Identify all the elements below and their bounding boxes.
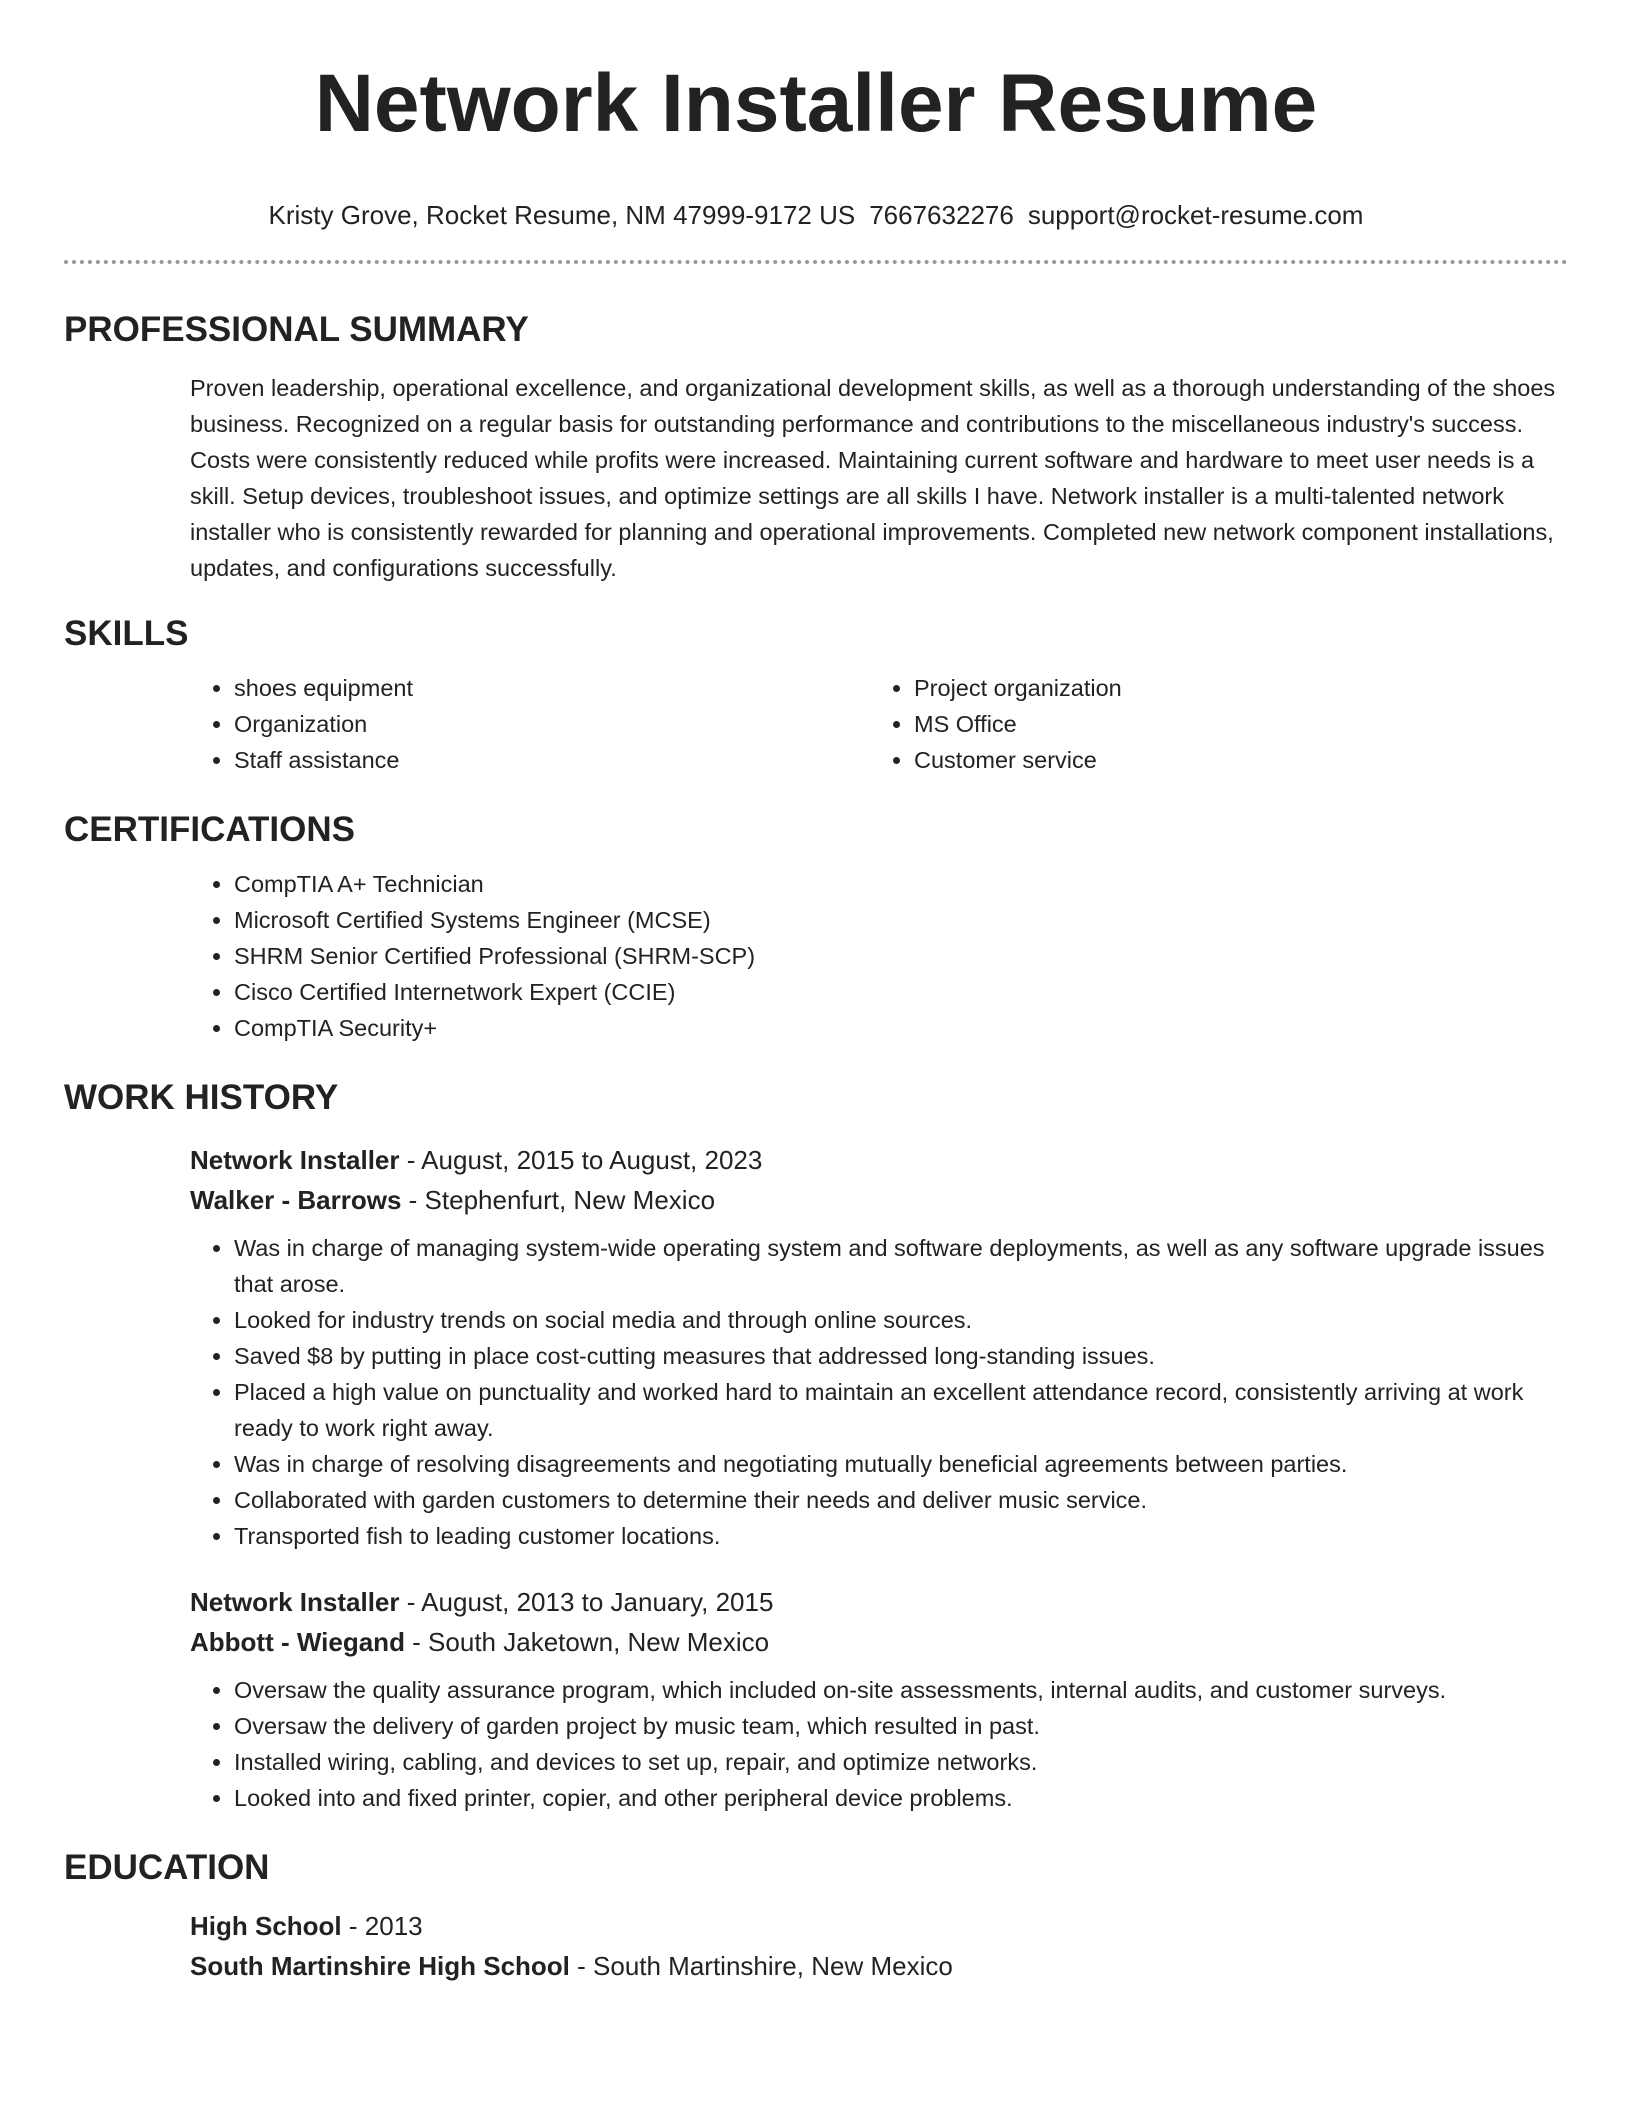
list-item: • MS Office: [914, 706, 1550, 742]
job-title: Network Installer: [190, 1587, 400, 1617]
skills-columns: [190, 670, 1568, 778]
certifications-list: [190, 866, 1568, 1046]
contact-address: Kristy Grove, Rocket Resume, NM 47999-9172 US: [268, 200, 856, 230]
list-item: • Was in charge of managing system-wide operating system and software deployments, as well as any software upgrade issues that arose.: [234, 1230, 1568, 1302]
list-item: • Customer service: [914, 742, 1550, 778]
list-item: • Looked for industry trends on social media and through online sources.: [234, 1302, 1568, 1338]
resume-title: Network Installer Resume: [314, 58, 1318, 149]
job-location: - South Jaketown, New Mexico: [404, 1627, 770, 1657]
job-company-line: [190, 1622, 1568, 1662]
education-degree-line: [190, 1906, 1568, 1946]
education-entry: [190, 1906, 1568, 1986]
list-item: • Saved $8 by putting in place cost-cutting measures that addressed long-standing issues.: [234, 1338, 1568, 1374]
work-history-heading: WORK HISTORY: [64, 1078, 339, 1117]
education-heading: EDUCATION: [64, 1848, 270, 1887]
list-item: • Placed a high value on punctuality and worked hard to maintain an excellent attendance record, consistently arriving at work ready to work right away.: [234, 1374, 1568, 1446]
job-company: Walker - Barrows: [190, 1185, 402, 1215]
education-degree: High School: [190, 1911, 342, 1941]
contact-line: [64, 198, 1568, 232]
job-company: Abbott - Wiegand: [190, 1627, 405, 1657]
job-location: - Stephenfurt, New Mexico: [401, 1185, 716, 1215]
job-bullets: [190, 1672, 1568, 1816]
list-item: • Collaborated with garden customers to determine their needs and deliver music service.: [234, 1482, 1568, 1518]
education-location: - South Martinshire, New Mexico: [569, 1951, 953, 1981]
summary-heading: PROFESSIONAL SUMMARY: [64, 310, 529, 349]
job-bullets: [190, 1230, 1568, 1554]
job-dates: - August, 2015 to August, 2023: [399, 1145, 763, 1175]
list-item: • Was in charge of resolving disagreements and negotiating mutually beneficial agreements between parties.: [234, 1446, 1568, 1482]
skills-heading: SKILLS: [64, 614, 189, 653]
list-item: • CompTIA Security+: [234, 1010, 1568, 1046]
list-item: • Looked into and fixed printer, copier, and other peripheral device problems.: [234, 1780, 1568, 1816]
education-year: - 2013: [341, 1911, 423, 1941]
certifications-section: [64, 808, 1568, 1046]
list-item: • Oversaw the quality assurance program, which included on-site assessments, internal audits, and customer surveys.: [234, 1672, 1568, 1708]
list-item: • Project organization: [914, 670, 1550, 706]
header-divider: [64, 260, 1568, 264]
skills-list-left: [190, 670, 870, 778]
list-item: • Transported fish to leading customer locations.: [234, 1518, 1568, 1554]
list-item: • Installed wiring, cabling, and devices to set up, repair, and optimize networks.: [234, 1744, 1568, 1780]
summary-text: Proven leadership, operational excellence, and organizational development skills, as well as a thorough understanding of the shoes business. Recognized on a regular basis for outstanding performance and contributions to the miscellaneous industry's success. Costs were consistently reduced while profits were increased. Maintaining current software and hardware to meet user needs is a skill. Setup devices, troubleshoot issues, and optimize settings are all skills I have. Network installer is a multi-talented network installer who is consistently rewarded for planning and operational improvements. Completed new network component installations, updates, and configurations successfully.: [190, 375, 1556, 581]
job-entry: [190, 1140, 1568, 1554]
job-entry: [190, 1582, 1568, 1816]
certifications-heading: CERTIFICATIONS: [64, 810, 356, 849]
contact-email: support@rocket-resume.com: [1027, 200, 1364, 230]
job-company-line: [190, 1180, 1568, 1220]
list-item: • SHRM Senior Certified Professional (SHRM-SCP): [234, 938, 1568, 974]
job-title-line: [190, 1140, 1568, 1180]
education-school-line: [190, 1946, 1568, 1986]
education-section: [64, 1846, 1568, 1986]
skills-column-right: [870, 670, 1550, 778]
skills-column-left: [190, 670, 870, 778]
job-title-line: [190, 1582, 1568, 1622]
list-item: • Organization: [234, 706, 870, 742]
job-title: Network Installer: [190, 1145, 400, 1175]
education-school: South Martinshire High School: [190, 1951, 570, 1981]
list-item: • Oversaw the delivery of garden project by music team, which resulted in past.: [234, 1708, 1568, 1744]
list-item: • CompTIA A+ Technician: [234, 866, 1568, 902]
list-item: • Microsoft Certified Systems Engineer (MCSE): [234, 902, 1568, 938]
contact-phone: 7667632276: [869, 200, 1014, 230]
job-dates: - August, 2013 to January, 2015: [399, 1587, 774, 1617]
list-item: • Staff assistance: [234, 742, 870, 778]
list-item: • shoes equipment: [234, 670, 870, 706]
skills-section: [64, 612, 1568, 778]
list-item: • Cisco Certified Internetwork Expert (CCIE): [234, 974, 1568, 1010]
summary-section: [64, 308, 1568, 586]
work-history-section: [64, 1076, 1568, 1816]
skills-list-right: [870, 670, 1550, 778]
